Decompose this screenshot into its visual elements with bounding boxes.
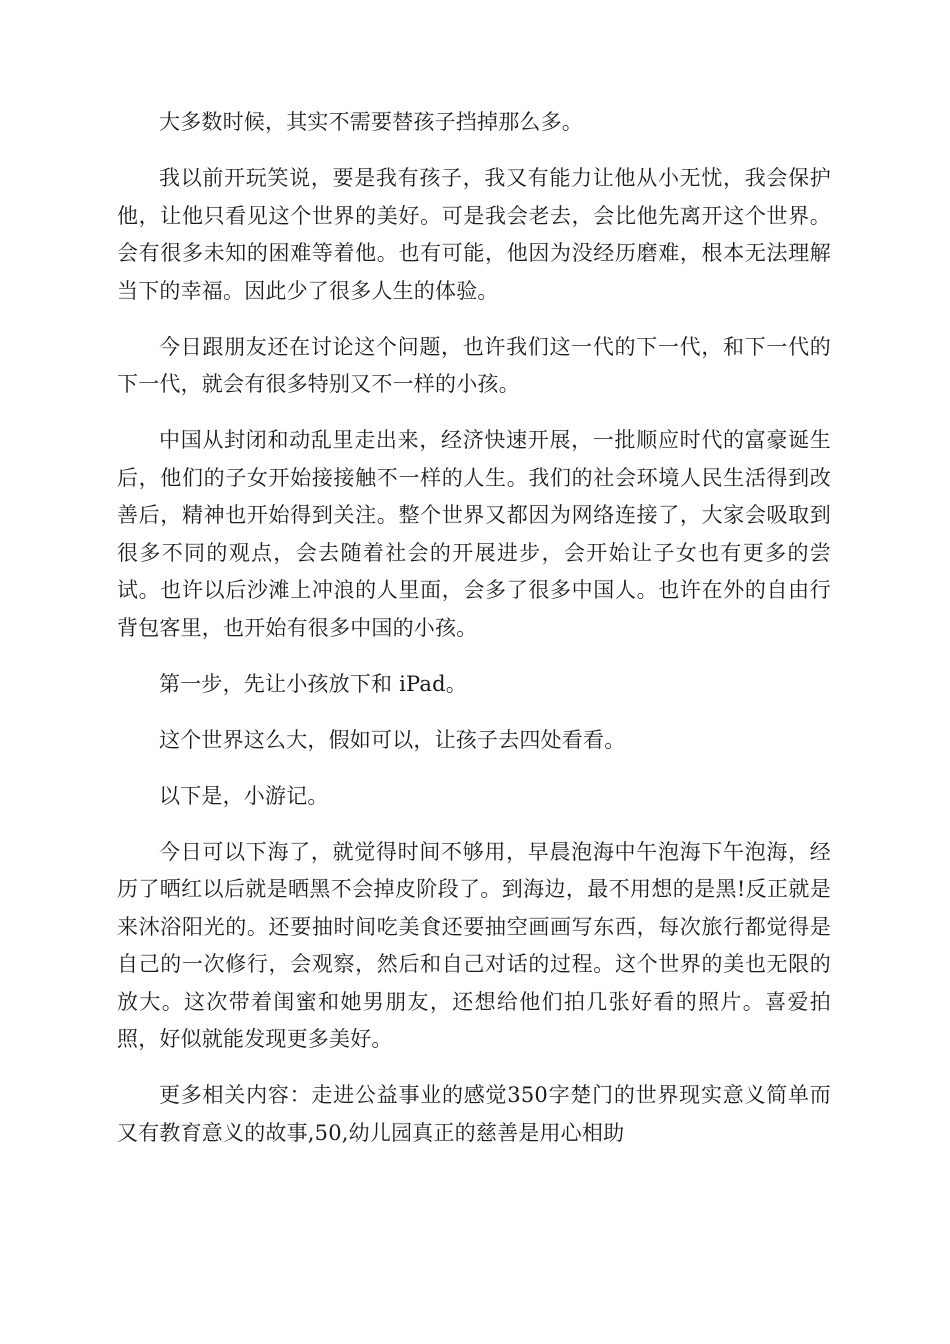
paragraph-first-step: 第一步，先让小孩放下和 iPad。 <box>159 671 467 696</box>
paragraph-travel-notes-intro: 以下是，小游记。 <box>159 783 329 808</box>
document-body <box>117 104 831 1171</box>
paragraph-discussion-with-friend: 今日跟朋友还在讨论这个问题，也许我们这一代的下一代，和下一代的下一代，就会有很多特别又不一样的小孩。 <box>117 334 831 396</box>
paragraph-travel-notes: 今日可以下海了，就觉得时间不够用，早晨泡海中午泡海下午泡海，经历了晒红以后就是晒黑不会掉皮阶段了。到海边，最不用想的是黑!反正就是来沐浴阳光的。还要抽时间吃美食还要抽空画画写东西，每次旅行都觉得是自己的一次修行，会观察，然后和自己对话的过程。这个世界的美也无限的放大。这次带着闺蜜和她男朋友，还想给他们拍几张好看的照片。喜爱拍照，好似就能发现更多美好。 <box>117 839 831 1051</box>
paragraph-joke-about-children: 我以前开玩笑说，要是我有孩子，我又有能力让他从小无忧，我会保护他，让他只看见这个世界的美好。可是我会老去，会比他先离开这个世界。会有很多未知的困难等着他。也有可能，他因为没经历磨难，根本无法理解当下的幸福。因此少了很多人生的体验。 <box>117 166 831 303</box>
paragraph-related-content: 更多相关内容：走进公益事业的感觉350字楚门的世界现实意义简单而又有教育意义的故事,50,幼儿园真正的慈善是用心相助 <box>117 1083 831 1145</box>
paragraph-children-protection: 大多数时候，其实不需要替孩子挡掉那么多。 <box>159 110 583 134</box>
paragraph-world-is-big: 这个世界这么大，假如可以，让孩子去四处看看。 <box>159 727 626 752</box>
paragraph-china-development: 中国从封闭和动乱里走出来，经济快速开展，一批顺应时代的富豪诞生后，他们的子女开始接接触不一样的人生。我们的社会环境人民生活得到改善后，精神也开始得到关注。整个世界又都因为网络连接了，大家会吸取到很多不同的观点，会去随着社会的开展进步，会开始让子女也有更多的尝试。也许以后沙滩上冲浪的人里面，会多了很多中国人。也许在外的自由行背包客里，也开始有很多中国的小孩。 <box>117 428 831 640</box>
